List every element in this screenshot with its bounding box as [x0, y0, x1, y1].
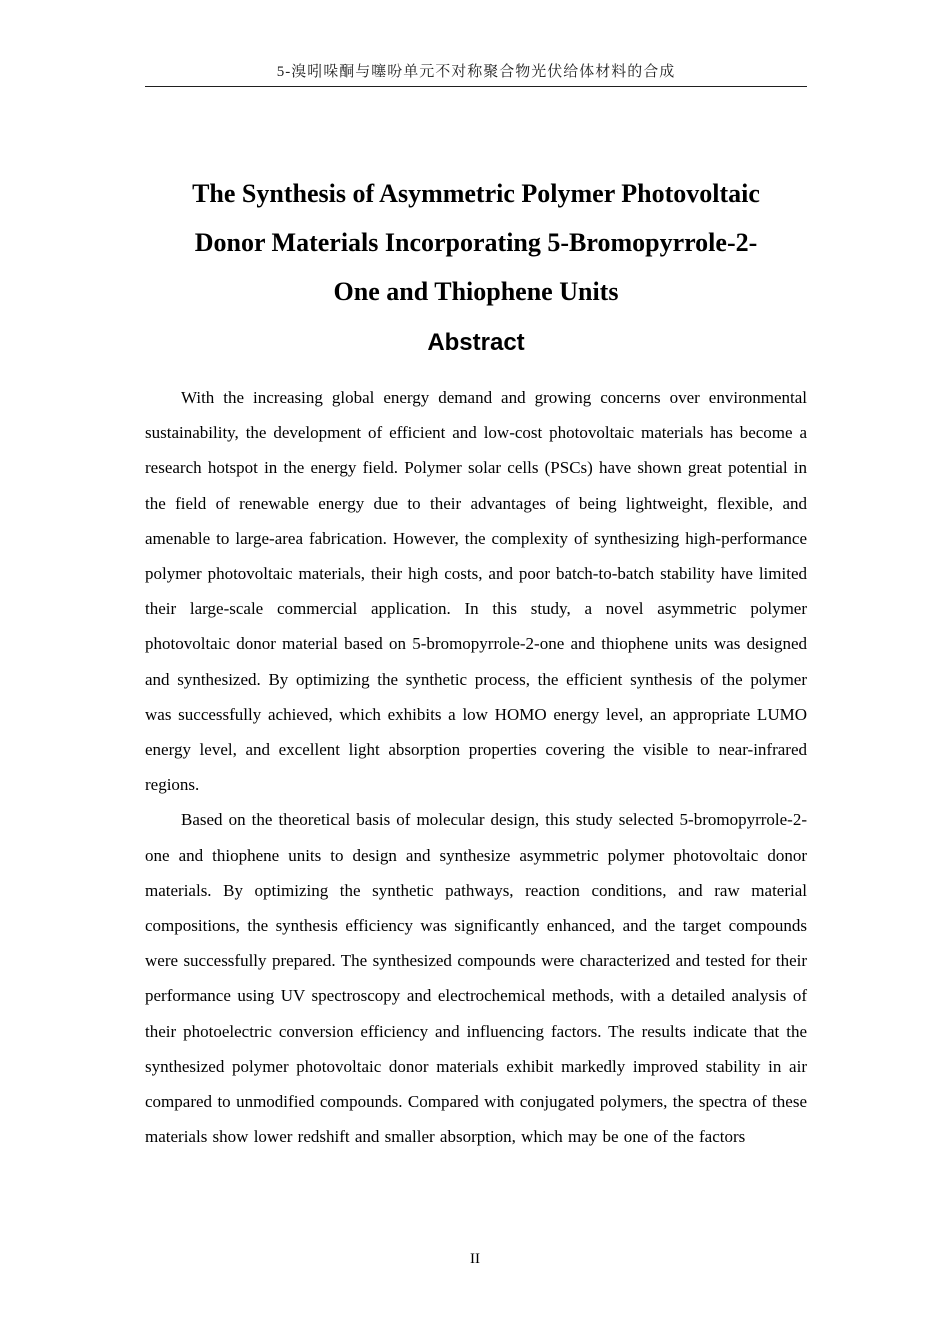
page-number: II — [470, 1251, 480, 1267]
abstract-heading: Abstract — [427, 329, 525, 356]
page-footer — [0, 1250, 950, 1268]
header-running-title: 5-溴吲哚酮与噻吩单元不对称聚合物光伏给体材料的合成 — [276, 64, 676, 80]
abstract-paragraph-1: With the increasing global energy demand and growing concerns over environmental sustainability, the development of efficient and low-cost photovoltaic materials has become a research hotspot in the energy field. Polymer solar cells (PSCs) have shown great potential in the field of renewable energy due to their advantages of being lightweight, flexible, and amenable to large-area fabrication. However, the complexity of synthesizing high-performance polymer photovoltaic materials, their high costs, and poor batch-to-batch stability have limited their large-scale commercial application. In this study, a novel asymmetric polymer photovoltaic donor material based on 5-bromopyrrole-2-one and thiophene units was designed and synthesized. By optimizing the synthetic process, the efficient synthesis of the polymer was successfully achieved, which exhibits a low HOMO energy level, an appropriate LUMO energy level, and excellent light absorption properties covering the visible to near-infrared regions. — [145, 388, 807, 795]
document-title-line-2: Donor Materials Incorporating 5-Bromopyrrole-2- — [194, 228, 758, 257]
page-header — [145, 60, 807, 87]
document-title — [145, 169, 807, 316]
abstract-body — [145, 380, 807, 1154]
abstract-paragraph-2: Based on the theoretical basis of molecular design, this study selected 5-bromopyrrole-2-one and thiophene units to design and synthesize asymmetric polymer photovoltaic donor materials. By optimizing the synthetic pathways, reaction conditions, and raw material compositions, the synthesis efficiency was significantly enhanced, and the target compounds were successfully prepared. The synthesized compounds were characterized and tested for their performance using UV spectroscopy and electrochemical methods, with a detailed analysis of their photoelectric conversion efficiency and influencing factors. The results indicate that the synthesized polymer photovoltaic donor materials exhibit markedly improved stability in air compared to unmodified compounds. Compared with conjugated polymers, the spectra of these materials show lower redshift and smaller absorption, which may be one of the factors — [145, 810, 807, 1147]
document-title-line-3: One and Thiophene Units — [333, 277, 619, 306]
document-title-line-1: The Synthesis of Asymmetric Polymer Photovoltaic — [192, 179, 760, 208]
